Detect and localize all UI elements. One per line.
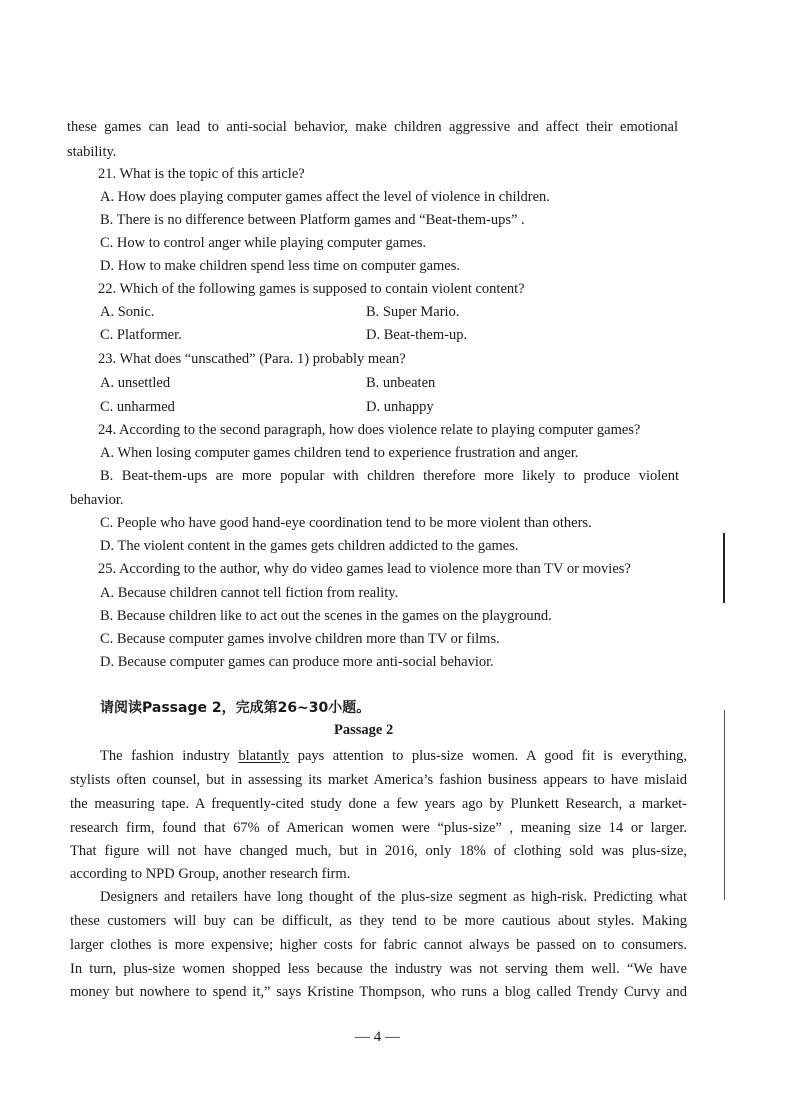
question-25-option-a: A. Because children cannot tell fiction from reality.: [100, 585, 399, 601]
question-24-option-b-cont: behavior.: [70, 492, 124, 508]
question-24-option-d: D. The violent content in the games gets children addicted to the games.: [100, 538, 519, 554]
question-24-stem: 24. According to the second paragraph, how does violence relate to playing computer games?: [98, 422, 641, 438]
question-23-option-c: C. unharmed: [100, 399, 175, 415]
question-23-stem: 23. What does “unscathed” (Para. 1) probably mean?: [98, 351, 406, 367]
question-23-option-b: B. unbeaten: [366, 375, 436, 391]
passage-p1-line-3: the measuring tape. A frequently-cited study done a few years ago by Plunkett Research, a market-: [70, 796, 687, 812]
passage-p2-line-2: these customers will buy can be difficult, as they tend to be more cautious about styles. Making: [70, 913, 687, 929]
question-22-stem: 22. Which of the following games is supposed to contain violent content?: [98, 281, 525, 297]
question-21-option-c: C. How to control anger while playing computer games.: [100, 235, 427, 251]
continuation-line-2: stability.: [67, 144, 117, 160]
passage-p1-start: The fashion industry: [100, 748, 230, 764]
question-25-option-d: D. Because computer games can produce more anti-social behavior.: [100, 654, 494, 670]
question-22-option-c: C. Platformer.: [100, 327, 182, 343]
passage-p2-line-5: money but nowhere to spend it,” says Kristine Thompson, who runs a blog called Trendy Curvy and: [70, 984, 687, 1000]
question-23-option-d: D. unhappy: [366, 399, 434, 415]
passage-p2-line-3: larger clothes is more expensive; higher costs for fabric cannot always be passed on to consumers.: [70, 937, 687, 953]
question-22-option-b: B. Super Mario.: [366, 304, 460, 320]
scan-edge-mark-1: [723, 533, 725, 603]
question-22-option-a: A. Sonic.: [100, 304, 155, 320]
question-24-option-b: B. Beat-them-ups are more popular with children therefore more likely to produce violent: [100, 468, 679, 484]
question-23-option-a: A. unsettled: [100, 375, 171, 391]
passage-p1-line-2: stylists often counsel, but in assessing its market America’s fashion business appears to have mislaid: [70, 772, 687, 788]
underlined-word-blatantly: blatantly: [238, 748, 290, 764]
passage-p2-line-1: Designers and retailers have long thought of the plus-size segment as high-risk. Predicting what: [100, 889, 687, 905]
passage-p2-line-4: In turn, plus-size women shopped less because the industry was not serving them well. “We have: [70, 961, 687, 977]
question-21-option-a: A. How does playing computer games affect the level of violence in children.: [100, 189, 550, 205]
passage-2-instruction: 请阅读Passage 2，完成第26~30小题。: [100, 700, 371, 716]
continuation-line-1: these games can lead to anti-social behavior, make children aggressive and affect their emotional: [67, 119, 678, 135]
question-24-option-c: C. People who have good hand-eye coordination tend to be more violent than others.: [100, 515, 592, 531]
passage-p1-line-4: research firm, found that 67% of American women were “plus-size” , meaning size 14 or larger.: [70, 820, 687, 836]
page-number: — 4 —: [355, 1029, 400, 1045]
question-25-stem: 25. According to the author, why do video games lead to violence more than TV or movies?: [98, 561, 631, 577]
passage-p1-rest: pays attention to plus-size women. A good fit is everything,: [297, 748, 688, 764]
question-21-option-d: D. How to make children spend less time on computer games.: [100, 258, 461, 274]
scan-edge-mark-2: [724, 710, 725, 900]
question-25-option-b: B. Because children like to act out the scenes in the games on the playground.: [100, 608, 552, 624]
passage-title: Passage 2: [334, 722, 394, 738]
question-22-option-d: D. Beat-them-up.: [366, 327, 468, 343]
question-24-option-a: A. When losing computer games children tend to experience frustration and anger.: [100, 445, 579, 461]
passage-p1-line-5: That figure will not have changed much, but in 2016, only 18% of clothing sold was plus-size,: [70, 843, 687, 859]
passage-p1-line-6: according to NPD Group, another research firm.: [70, 866, 351, 882]
passage-p1-line-1: [100, 746, 687, 766]
question-21-stem: 21. What is the topic of this article?: [98, 166, 305, 182]
question-25-option-c: C. Because computer games involve children more than TV or films.: [100, 631, 500, 647]
question-21-option-b: B. There is no difference between Platform games and “Beat-them-ups” .: [100, 212, 525, 228]
